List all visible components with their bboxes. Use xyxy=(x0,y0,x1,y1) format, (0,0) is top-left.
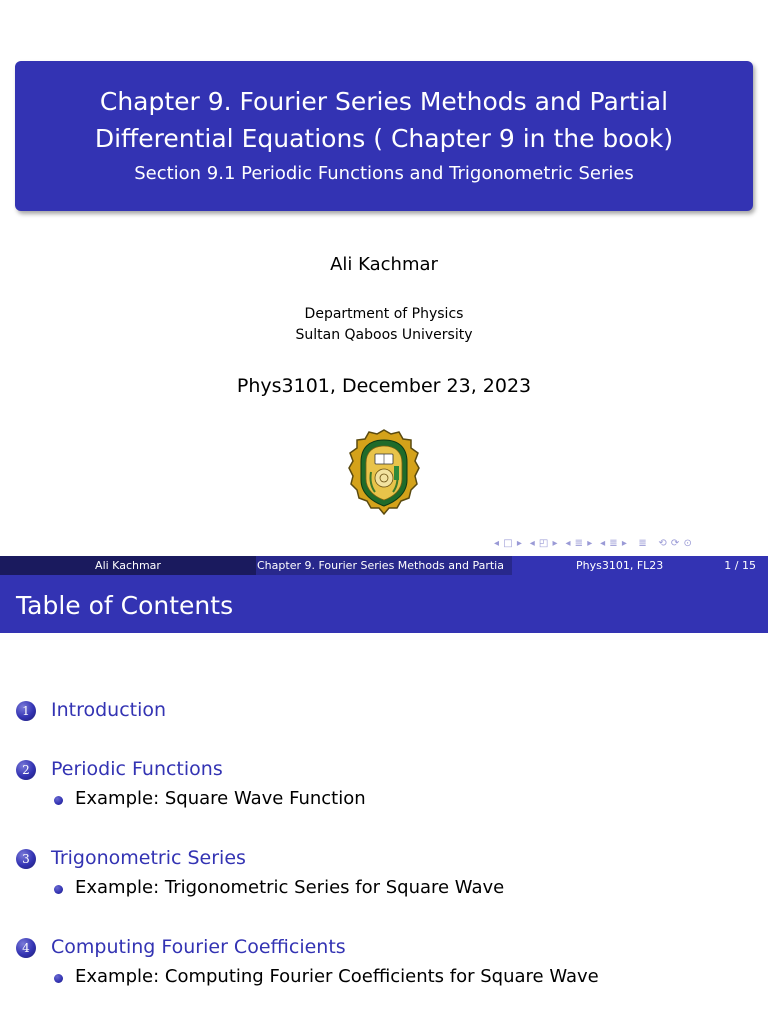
bullet-icon xyxy=(54,796,63,805)
toc-number-badge: 1 xyxy=(16,701,36,721)
toc-subsection-link[interactable]: Example: Trigonometric Series for Square Wave xyxy=(75,877,505,898)
table-of-contents xyxy=(0,633,768,1024)
footer-author: Ali Kachmar xyxy=(0,556,256,575)
toc-section-link[interactable]: Introduction xyxy=(51,699,167,721)
title-line-2: Differential Equations ( Chapter 9 in the book) xyxy=(94,124,674,153)
title-line-1: Chapter 9. Fourier Series Methods and Partial xyxy=(99,87,669,116)
title-block xyxy=(15,61,753,211)
footline xyxy=(0,556,768,575)
toc-number-badge: 4 xyxy=(16,938,36,958)
bullet-icon xyxy=(54,974,63,983)
bullet-icon xyxy=(54,885,63,894)
university: Sultan Qaboos University xyxy=(295,327,473,343)
course-date: Phys3101, December 23, 2023 xyxy=(236,375,532,397)
institute xyxy=(0,304,768,346)
footer-course: Phys3101, FL23 xyxy=(576,559,664,572)
frame-title xyxy=(0,575,768,633)
footer-page-number: 1 / 15 xyxy=(724,559,756,572)
footer-short-title xyxy=(256,556,512,575)
nav-search-icon[interactable]: ⟲ ⟳ ⊙ xyxy=(658,538,693,549)
subtitle: Section 9.1 Periodic Functions and Trigonometric Series xyxy=(134,163,634,184)
footer-short-title-text: Chapter 9. Fourier Series Methods and Partia xyxy=(257,559,504,572)
nav-frame-icon[interactable]: ◂ □ ▸ xyxy=(494,538,523,549)
toc-section-link[interactable]: Periodic Functions xyxy=(51,758,223,780)
nav-section-icon[interactable]: ◂ ≣ ▸ xyxy=(565,538,593,549)
toc-section-link[interactable]: Trigonometric Series xyxy=(51,847,246,869)
author-name: Ali Kachmar xyxy=(330,254,438,275)
nav-subsection-icon[interactable]: ◂ ◰ ▸ xyxy=(529,538,559,549)
footer-course-page xyxy=(512,556,768,575)
frame-title-text: Table of Contents xyxy=(16,591,234,620)
nav-doc-icon[interactable]: ≣ xyxy=(638,538,648,549)
toc-subsection-link[interactable]: Example: Computing Fourier Coefficients for Square Wave xyxy=(75,966,599,987)
toc-subsection-link[interactable]: Example: Square Wave Function xyxy=(75,788,366,809)
nav-section-icon-2[interactable]: ◂ ≣ ▸ xyxy=(600,538,628,549)
university-seal-logo xyxy=(347,428,421,516)
toc-number-badge: 3 xyxy=(16,849,36,869)
toc-number-badge: 2 xyxy=(16,760,36,780)
department: Department of Physics xyxy=(304,306,464,322)
beamer-navigation[interactable] xyxy=(494,538,762,552)
toc-section-link[interactable]: Computing Fourier Coefficients xyxy=(51,936,346,958)
